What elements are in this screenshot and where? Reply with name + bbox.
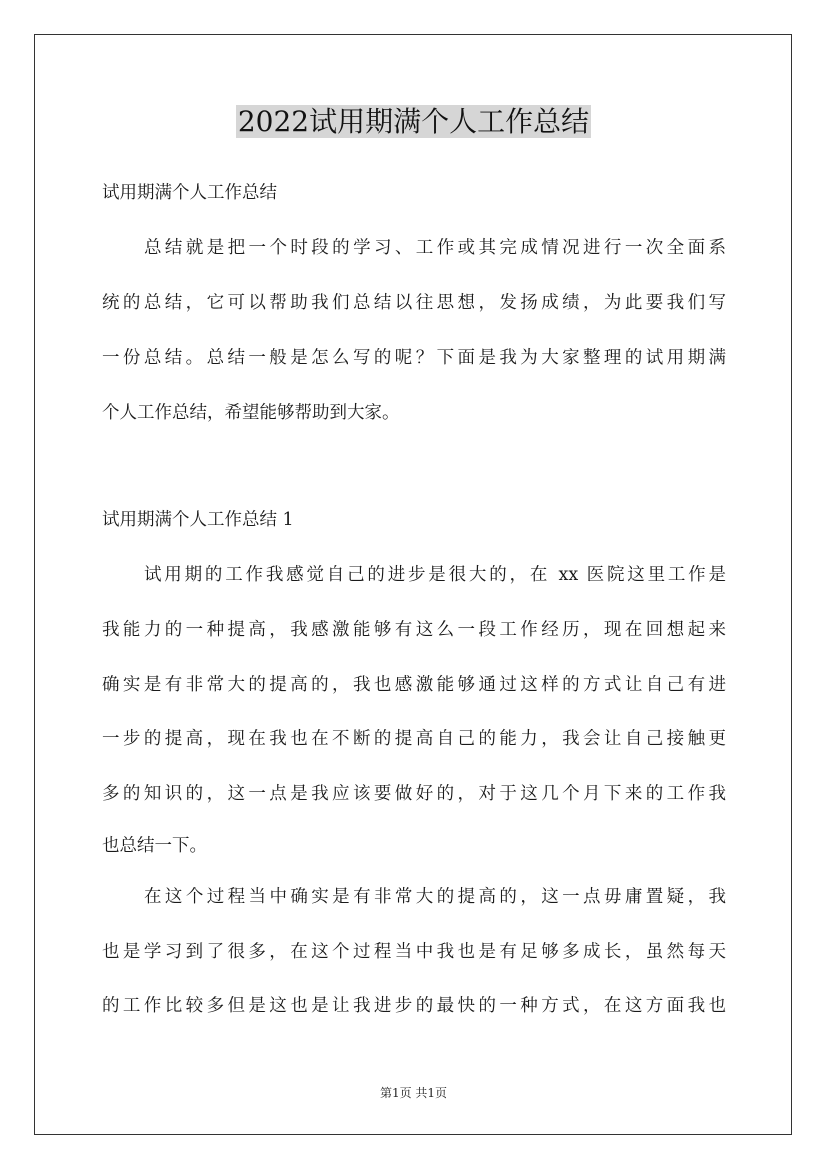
intro-line: 一份总结。总结一般是怎么写的呢？下面是我为大家整理的试用期满 — [102, 348, 726, 368]
paragraph-line: 试用期的工作我感觉自己的进步是很大的，在 xx 医院这里工作是 — [144, 565, 726, 585]
document-subtitle: 试用期满个人工作总结 — [102, 183, 277, 203]
paragraph-line: 也是学习到了很多，在这个过程当中我也是有足够多成长，虽然每天 — [102, 942, 726, 962]
paragraph-line: 也总结一下。 — [102, 836, 207, 856]
section-heading: 试用期满个人工作总结 1 — [102, 510, 294, 530]
intro-line: 统的总结，它可以帮助我们总结以往思想，发扬成绩，为此要我们写 — [102, 293, 726, 313]
paragraph-line: 的工作比较多但是这也是让我进步的最快的一种方式，在这方面我也 — [102, 996, 726, 1016]
paragraph-line: 在这个过程当中确实是有非常大的提高的，这一点毋庸置疑，我 — [144, 887, 726, 907]
paragraph-line: 我能力的一种提高，我感激能够有这么一段工作经历，现在回想起来 — [102, 620, 726, 640]
intro-line: 总结就是把一个时段的学习、工作或其完成情况进行一次全面系 — [144, 238, 726, 258]
paragraph-line: 一步的提高，现在我也在不断的提高自己的能力，我会让自己接触更 — [102, 729, 726, 749]
paragraph-line: 确实是有非常大的提高的，我也感激能够通过这样的方式让自己有进 — [102, 675, 726, 695]
paragraph-line: 多的知识的，这一点是我应该要做好的，对于这几个月下来的工作我 — [102, 784, 726, 804]
page-footer: 第1页 共1页 — [379, 1086, 448, 1100]
document-title: 2022试用期满个人工作总结 — [237, 105, 590, 138]
intro-line: 个人工作总结，希望能够帮助到大家。 — [102, 403, 400, 423]
